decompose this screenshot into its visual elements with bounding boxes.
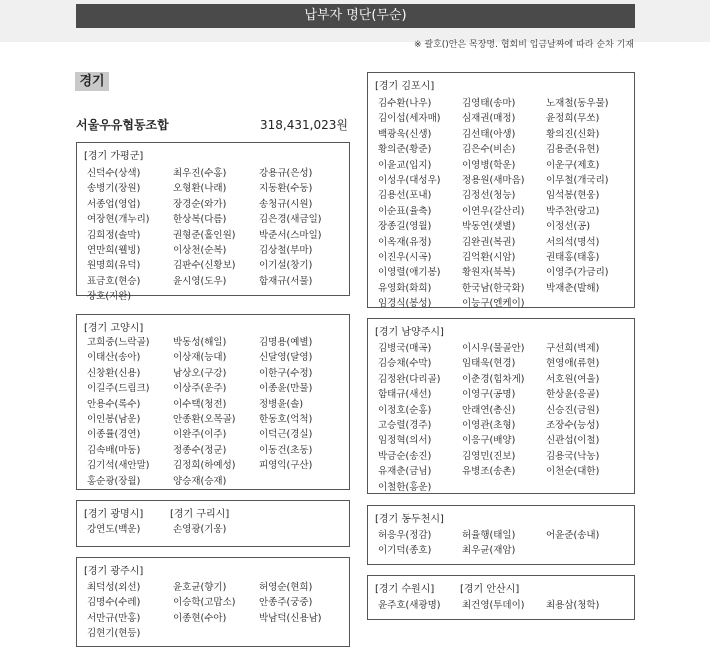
donor-name: 김명수(수레) [87,597,141,609]
donor-name: 한상윤(응골) [546,389,600,401]
donor-name: 송병기(장원) [87,183,141,195]
donor-name: 이영구(공명) [462,389,516,401]
donor-name: 김은경(새금일) [259,214,322,226]
donor-name: 정용원(새마음) [462,175,525,187]
donor-name: 허응우(정감) [378,530,432,541]
donor-name: 허율행(태일) [462,530,516,541]
donor-name: 윤주호(새광명) [378,600,441,611]
donor-name: 박남덕(신용남) [259,612,322,624]
donor-name: 이정선(공) [546,221,591,233]
donor-name: 장호(지완) [87,291,132,303]
donor-name: 황원자(북복) [462,267,516,279]
donor-name: 박준서(스마일) [259,229,322,241]
donor-name: 정병윤(솔) [259,398,304,410]
donor-name: 심재권(매정) [462,113,516,125]
namyangju-box [367,318,635,494]
donor-name: 장경순(와가) [173,198,227,210]
donor-name: 권형준(홀인원) [173,229,236,241]
donor-name: 박재춘(발해) [546,282,600,294]
donor-name: 김정희(하예성) [173,460,236,472]
box-title: [경기 남양주시] [375,327,444,338]
donor-name: 이길주(드림크) [87,383,150,395]
name-grid [87,166,345,305]
donor-name: 김선태(아생) [462,128,516,140]
donor-name: 이기설(창기) [259,260,313,272]
donor-name: 김영태(송마) [462,98,516,109]
donor-name: 이완주(이주) [173,429,227,441]
donor-name: 강연도(백운) [87,524,141,535]
donor-name: 안종주(궁중) [259,597,313,609]
donor-name: 김은수(비손) [462,144,516,156]
donor-name: 이영관(초형) [462,420,516,432]
region-label: 경기 [75,72,109,91]
donor-name: 이상천(순복) [173,245,227,257]
organization-amount: 318,431,023원 [260,118,348,132]
dongducheon-box [367,505,635,565]
donor-name: 김완권(복권) [462,236,516,248]
donor-name: 김용준(유현) [546,144,600,156]
donor-name: 김영민(진보) [462,450,516,462]
donor-name: 박동연(샛별) [462,221,516,233]
donor-name: 김병국(매곡) [378,343,432,354]
donor-name: 이윤교(입지) [378,159,432,171]
donor-name: 이종률(경연) [87,429,141,441]
gapyeong-box [76,142,350,303]
donor-name: 구선희(벽제) [546,343,600,354]
gwangju-box [76,557,350,647]
donor-name: 여장현(개누리) [87,214,150,226]
donor-name: 이순표(율축) [378,205,432,217]
donor-name: 권태홍(태홍) [546,252,600,264]
gimpo-box [367,72,635,308]
donor-name: 표금호(현승) [87,275,141,287]
donor-name: 남상오(구강) [173,367,227,379]
donor-name: 서만규(만홍) [87,612,141,624]
box-title: [경기 고양시] [84,323,144,334]
box-title: [경기 동두천시] [375,514,444,525]
donor-name: 황의준(황준) [378,144,432,156]
donor-name: 장종길(영월) [378,221,432,233]
donor-name: 이기덕(종호) [378,545,432,557]
donor-name: 노재철(동우물) [546,98,609,109]
donor-name: 이상주(운주) [173,383,227,395]
donor-name: 손영광(기웅) [173,524,227,535]
donor-name: 윤호균(향기) [173,582,227,593]
donor-name: 양승재(승재) [173,475,227,487]
donor-name: 윤정희(무쏘) [546,113,600,125]
donor-name: 김상철(부마) [259,245,313,257]
donor-name: 이영렬(애기봉) [378,267,441,279]
organization-name: 서울우유협동조합 [76,118,169,132]
donor-name: 서종업(영업) [87,198,141,210]
donor-name: 이진우(시곡) [378,252,432,264]
donor-name: 이운구(제호) [546,159,600,171]
donor-name: 김억환(시암) [462,252,516,264]
gwangmyeong-guri-box [76,500,350,547]
donor-name: 이연우(갈산리) [462,205,525,217]
donor-name: 김판수(신황보) [173,260,236,272]
box-title: [경기 가평군] [84,151,144,162]
donor-name: 김정완(다리골) [378,373,441,385]
donor-name: 허영순(현희) [259,582,313,593]
donor-name: 한국남(한국화) [462,282,525,294]
donor-name: 오형환(나래) [173,183,227,195]
donor-name: 조장수(능성) [546,420,600,432]
donor-name: 백광욱(신생) [378,128,432,140]
donor-name: 김이섭(세자매) [378,113,441,125]
donor-name: 김용선(포내) [378,190,432,202]
donor-name: 유영화(화희) [378,282,432,294]
donor-name: 한상복(다름) [173,214,227,226]
donor-name: 고승렬(경주) [378,420,432,432]
donor-name: 이능구(엔케이) [462,298,525,310]
donor-name: 이동건(초동) [259,444,313,456]
box-title: [경기 김포시] [375,81,435,92]
name-grid [462,598,630,613]
donor-name: 안종환(오목골) [173,414,236,426]
donor-name: 서호원(여울) [546,373,600,385]
donor-name: 최건영(투데이) [462,600,525,611]
box-title: [경기 광주시] [84,566,144,577]
donor-name: 함태규(새선) [378,389,432,401]
donor-name: 이성우(대성우) [378,175,441,187]
donor-name: 임태욱(현경) [462,358,516,370]
donor-name: 이철한(홍운) [378,481,432,493]
donor-name: 어윤준(송내) [546,530,600,541]
donor-name: 윤시영(도우) [173,275,227,287]
donor-name: 이옥재(유정) [378,236,432,248]
goyang-box [76,314,350,490]
donor-name: 김속배(마동) [87,444,141,456]
donor-name: 김정선(청능) [462,190,516,202]
name-grid [378,528,630,559]
donor-name: 최덕성(외선) [87,582,141,593]
donor-name: 유재춘(금님) [378,466,432,478]
donor-name: 홍순광(장월) [87,475,141,487]
donor-name: 최용삼(청학) [546,600,600,611]
donor-name: 함재규(서물) [259,275,313,287]
donor-name: 최우균(재암) [462,545,516,557]
box-title: [경기 광명시] [84,509,144,520]
donor-name: 김승채(수막) [378,358,432,370]
donor-name: 신창환(신용) [87,367,141,379]
donor-name: 이영병(학운) [462,159,516,171]
donor-name: 김용국(낙농) [546,450,600,462]
box-title: [경기 구리시] [170,509,230,520]
donor-name: 이덕근(경실) [259,429,313,441]
donor-name: 원명희(유덕) [87,260,141,272]
donor-name: 이인봉(남운) [87,414,141,426]
donor-name: 김수환(나우) [378,98,432,109]
donor-name: 이종현(수아) [173,612,227,624]
name-grid [378,598,462,613]
donor-name: 이한구(수정) [259,367,313,379]
donor-name: 김기석(새안말) [87,460,150,472]
donor-name: 임석봉(현웅) [546,190,600,202]
donor-name: 최우진(수홍) [173,168,227,179]
donor-name: 지동환(수동) [259,183,313,195]
donor-name: 이종윤(만물) [259,383,313,395]
box-title: [경기 수원시] [375,584,435,595]
name-grid [87,580,345,642]
donor-name: 현영애(류현) [546,358,600,370]
name-grid [173,522,259,537]
donor-name: 임경식(봉성) [378,298,432,310]
donor-name: 이수택(청전) [173,398,227,410]
name-grid [87,522,173,537]
donor-name: 이시우(물골안) [462,343,525,354]
donor-name: 박금순(송진) [378,450,432,462]
name-grid [378,341,630,495]
donor-name: 이무철(개국리) [546,175,609,187]
donor-name: 김현기(현등) [87,628,141,640]
donor-name: 김명용(예별) [259,337,313,348]
donor-name: 한동호(억척) [259,414,313,426]
donor-name: 이승학(고맙소) [173,597,236,609]
donor-name: 정종수(정군) [173,444,227,456]
donor-name: 송청규(시원) [259,198,313,210]
donor-name: 신달영(달영) [259,352,313,364]
donor-name: 박동성(해일) [173,337,227,348]
page-title-banner: 납부자 명단(무순) [76,4,635,28]
donor-name: 이천순(대한) [546,466,600,478]
donor-name: 황의진(신화) [546,128,600,140]
suwon-ansan-box [367,575,635,620]
donor-name: 김희정(솔막) [87,229,141,241]
donor-name: 이태산(송아) [87,352,141,364]
donor-name: 이영주(가금리) [546,267,609,279]
donor-name: 피영익(구산) [259,460,313,472]
donor-name: 안용수(록수) [87,398,141,410]
donor-name: 고희중(느락골) [87,337,150,348]
donor-name: 신관섭(이철) [546,435,600,447]
donor-name: 연만희(웰빙) [87,245,141,257]
name-grid [378,96,630,312]
donor-name: 신승진(금원) [546,404,600,416]
donor-name: 임정혁(의서) [378,435,432,447]
ordering-note: ※ 괄호()안은 목장명. 협회비 입금날짜에 따라 순차 기재 [413,40,634,50]
donor-name: 이정호(순홍) [378,404,432,416]
donor-name: 서의석(명석) [546,236,600,248]
donor-name: 유병조(송촌) [462,466,516,478]
name-grid [87,335,345,489]
donor-name: 강용규(은성) [259,168,313,179]
donor-name: 안래연(총신) [462,404,516,416]
donor-name: 이응구(배양) [462,435,516,447]
donor-name: 신덕수(상색) [87,168,141,179]
donor-name: 이춘경(힘차게) [462,373,525,385]
donor-name: 박주찬(랑고) [546,205,600,217]
box-title: [경기 안산시] [460,584,520,595]
donor-name: 이상재(능대) [173,352,227,364]
